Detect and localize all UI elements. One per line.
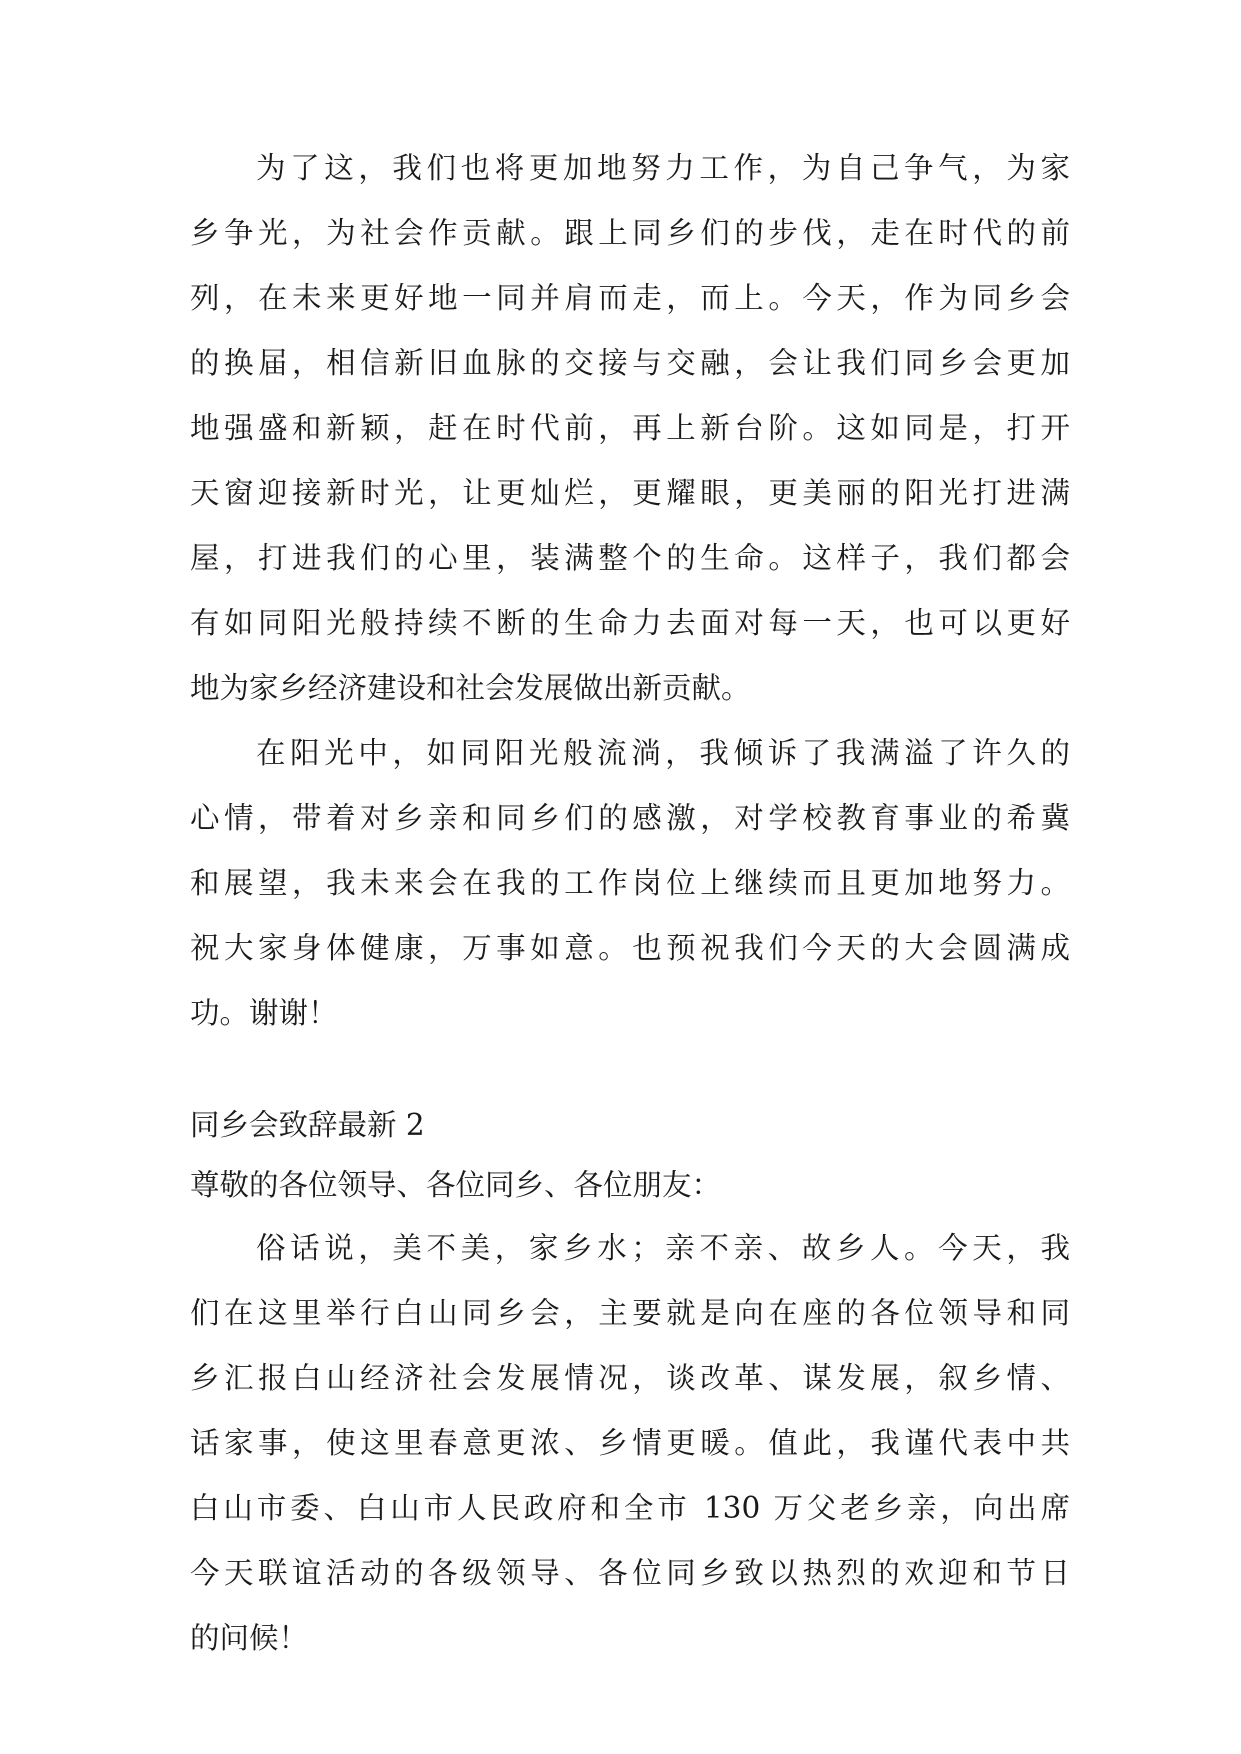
paragraph-line: 屋，打进我们的心里，装满整个的生命。这样子，我们都会	[190, 541, 1070, 575]
paragraph-line: 的换届，相信新旧血脉的交接与交融，会让我们同乡会更加	[190, 346, 1070, 380]
paragraph-line: 俗话说，美不美，家乡水；亲不亲、故乡人。今天，我	[256, 1231, 1070, 1265]
paragraph-line: 天窗迎接新时光，让更灿烂，更耀眼，更美丽的阳光打进满	[190, 476, 1070, 510]
paragraph-line: 话家事，使这里春意更浓、乡情更暖。值此，我谨代表中共	[190, 1426, 1070, 1460]
paragraph-line: 乡争光，为社会作贡献。跟上同乡们的步伐，走在时代的前	[190, 216, 1070, 250]
section-title: 同乡会致辞最新 2	[190, 1108, 425, 1142]
paragraph-line: 功。谢谢！	[190, 996, 338, 1030]
paragraph-line: 乡汇报白山经济社会发展情况，谈改革、谋发展，叙乡情、	[190, 1361, 1070, 1395]
paragraph-line: 地为家乡经济建设和社会发展做出新贡献。	[190, 671, 751, 705]
paragraph-line: 心情，带着对乡亲和同乡们的感激，对学校教育事业的希冀	[190, 801, 1070, 835]
paragraph-line: 的问候！	[190, 1621, 309, 1655]
paragraph-line: 地强盛和新颖，赶在时代前，再上新台阶。这如同是，打开	[190, 411, 1070, 445]
greeting-line: 尊敬的各位领导、各位同乡、各位朋友：	[190, 1168, 722, 1202]
paragraph-line: 在阳光中，如同阳光般流淌，我倾诉了我满溢了许久的	[256, 736, 1070, 770]
paragraph-line: 和展望，我未来会在我的工作岗位上继续而且更加地努力。	[190, 866, 1070, 900]
paragraph-line: 为了这，我们也将更加地努力工作，为自己争气，为家	[256, 151, 1070, 185]
paragraph-line: 列，在未来更好地一同并肩而走，而上。今天，作为同乡会	[190, 281, 1070, 315]
paragraph-line: 们在这里举行白山同乡会，主要就是向在座的各位领导和同	[190, 1296, 1070, 1330]
paragraph-line: 今天联谊活动的各级领导、各位同乡致以热烈的欢迎和节日	[190, 1556, 1070, 1590]
paragraph-line: 有如同阳光般持续不断的生命力去面对每一天，也可以更好	[190, 606, 1070, 640]
paragraph-line: 白山市委、白山市人民政府和全市 130 万父老乡亲，向出席	[190, 1491, 1070, 1525]
paragraph-line: 祝大家身体健康，万事如意。也预祝我们今天的大会圆满成	[190, 931, 1070, 965]
